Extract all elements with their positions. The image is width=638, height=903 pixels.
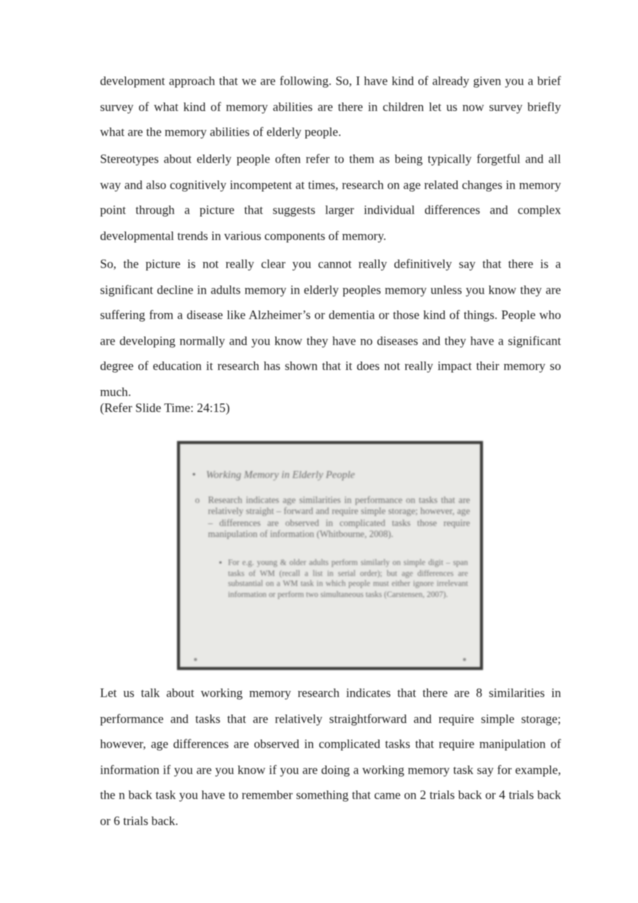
paragraph-stereotypes: Stereotypes about elderly people often refer to them as being typically forgetful and all way and also cognitively incompetent at times, research on age related changes in memory point through a picture that suggests larger individual differences and complex developmental trends in various components of memory.: [100, 152, 561, 243]
slide-corner-dot-icon: [463, 658, 466, 661]
slide-subsub-marker-icon: ▪: [219, 558, 222, 567]
slide-subsub-text: For e.g. young & older adults perform similarly on simple digit – span tasks of WM (recall a list in serial order); but age differences are substantial on a WM task in which people must either ignore irrelevant information or perform two simultaneous tasks (Carstensen, 2007).: [228, 558, 468, 599]
slide-subsub-point: [219, 558, 468, 600]
slide-time-reference: (Refer Slide Time: 24:15): [100, 401, 230, 415]
slide-sub-point: [195, 496, 470, 542]
slide-bullet-icon: •: [192, 470, 196, 481]
slide-sub-marker-icon: o: [195, 496, 200, 506]
paragraph-decline: So, the picture is not really clear you cannot really definitively say that there is a significant decline in adults memory in elderly peoples memory unless you know they are suffering from a disease like Alzheimer’s or dementia or those kind of things. People who are developing normally and you know they have no diseases and they have a significant degree of education it research has shown that it does not really impact their memory so much.: [100, 257, 561, 399]
slide-sub-text: Research indicates age similarities in performance on tasks that are relatively straight – forward and require simple storage; however, age – differences are observed in complicated tasks those require manipulation of information (Whitbourne, 2008).: [208, 496, 470, 541]
slide-corner-dot-icon: [194, 658, 197, 661]
slide-title-row: [192, 470, 355, 481]
paragraph-intro: development approach that we are following. So, I have kind of already given you a brief survey of what kind of memory abilities are there in children let us now survey briefly what are the memory abilities of elderly people.: [100, 74, 561, 140]
slide-title: Working Memory in Elderly People: [206, 470, 355, 481]
paragraph-working-memory: Let us talk about working memory research indicates that there are 8 similarities in performance and tasks that are relatively straightforward and require simple storage; however, age differences are observed in complicated tasks that require manipulation of information if you are you know if you are doing a working memory task say for example, the n back task you have to remember something that came on 2 trials back or 4 trials back or 6 trials back.: [100, 686, 561, 828]
lecture-slide-image: [177, 441, 483, 670]
